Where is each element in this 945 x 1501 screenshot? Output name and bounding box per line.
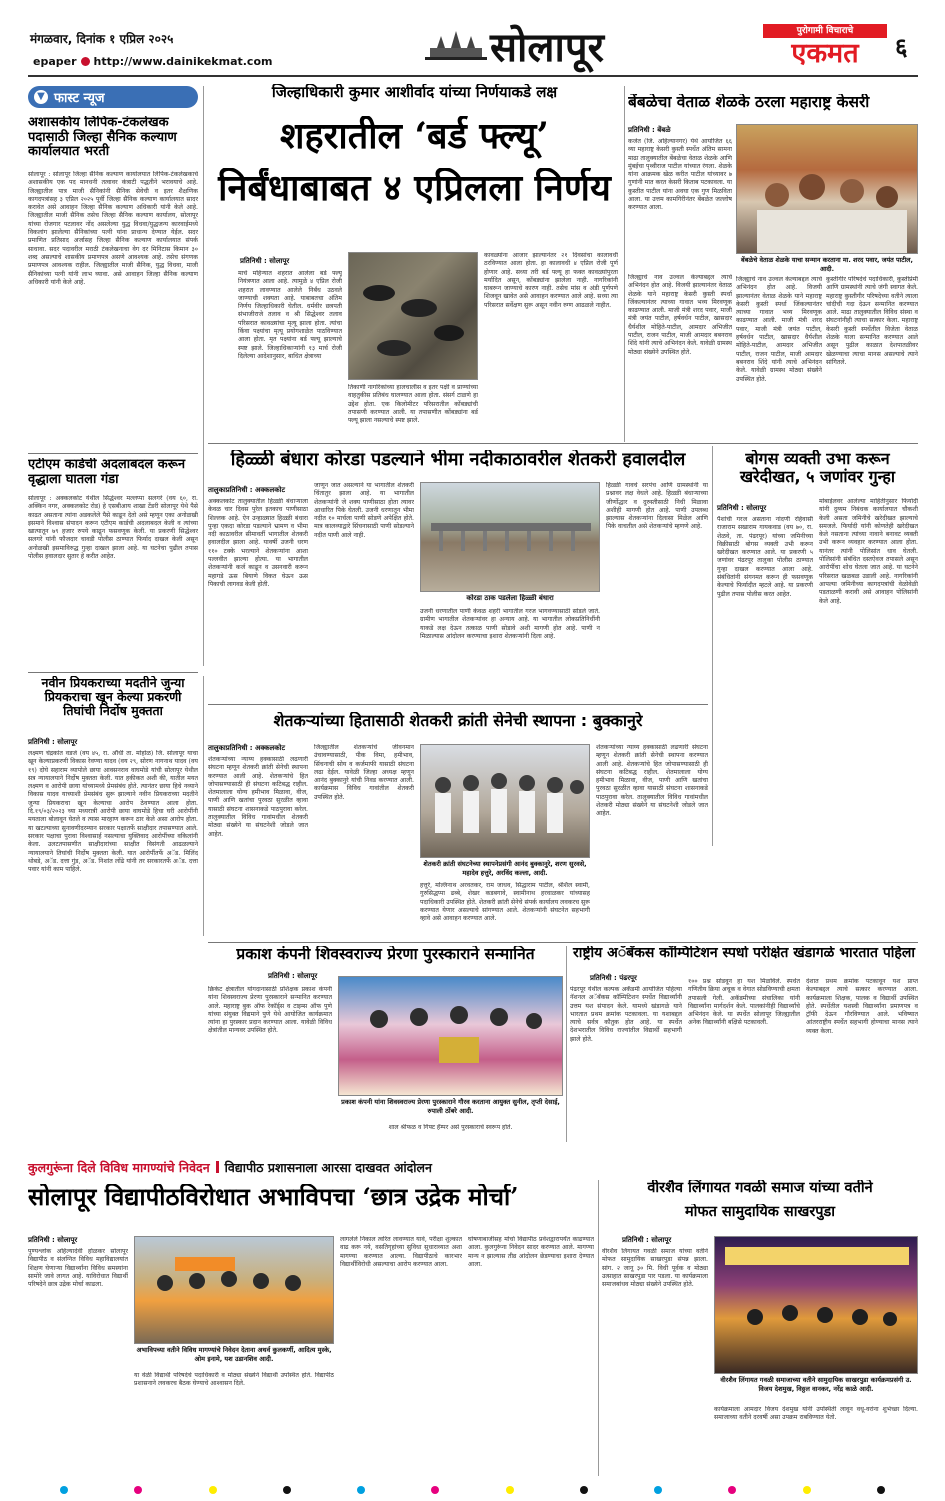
abacus-body-b: १०० प्रश्न सोडवून हा यश मिळविले. स्पर्धेत गणितीय क्रिया अचूक व वेगात सोडविण्याची क्षमता तपासली गेली. अकॅडमीच्या संचालिका यांनी विद्यार्थ्यांना मार्गदर्शन केले. पालकांनीही विद्यार्थ्यांचे अभिनंदन केले. या स्पर्धेत सोलापूर जिल्ह्यातील अनेक विद्यार्थ्यांनी बक्षिसे पटकावली. bbox=[688, 978, 800, 1027]
lead-headline-2: निर्बंधाबाबत ४ एप्रिलला निर्णय bbox=[218, 168, 611, 209]
kesari-photo-caption: बेंबळेचे वेताळ शेळके याचा सन्मान करताना मा. शरद पवार, जयंत पाटील, आदी. bbox=[741, 256, 913, 273]
kesari-body-b2: जिल्ह्याचे नाव उज्वल केल्याबद्दल त्याचे अभिनंदन होत आहे. विजयी झाल्यानंतर वेताळ शेळके याने महाराष्ट्र केसरी कुस्ती स्पर्धा जिंकल्यानंतर त्याच्या गावात भव्य मिरवणूक काढण्यात आली. माजी मंत्री शरद पवार, माजी मंत्री जयंत पाटील, हर्षवर्धन पाटील, खासदार धैर्यशील मोहिते-पाटील, आमदार अभिजीत पाटील, राजन पाटील, माजी आमदार बबनराव शिंदे यांनी त्याचे अभिनंदन केले. यावेळी ग्रामस्थ मोठ्या संख्येने उपस्थित होते. bbox=[736, 276, 822, 383]
bhima-body-c: उजनी धरणातील पाणी केवळ शहरी भागातील गरज भागवण्यासाठी सोडले जाते. ग्रामीण भागातील शेतकऱ्यांवर हा अन्याय आहे. या भागातील लोकप्रतिनिधींनी याकडे लक्ष देऊन तत्काळ पाणी सोडावे अशी मागणी होत आहे. पाणी न मिळाल्यास आंदोलन करण्याचा इशारा शेतकऱ्यांनी दिला आहे. bbox=[420, 608, 600, 640]
kesari-photo bbox=[736, 124, 918, 254]
bhima-byline: तालुकाप्रतिनिधी : अक्कलकोट bbox=[208, 486, 286, 494]
kranti-body-a: शेतकऱ्यांच्या न्याय्य हक्कासाठी लढणारी संघटना म्हणून शेतकरी क्रांती सेनेची स्थापना करण्यात आली आहे. शेतकऱ्यांचे हित जोपासण्यासाठी ही संघटना कटिबद्ध राहील. शेतमालाला योग्य हमीभाव मिळावा, वीज, पाणी आणि खतांचा पुरवठा सुरळीत व्हावा यासाठी संघटना शासनाकडे पाठपुरावा करेल. तालुक्यातील विविध गावांमधील शेतकरी मोठ्या संख्येने या संघटनेशी जोडले जात आहेत. bbox=[208, 756, 308, 838]
kesari-body-c: कुस्तीगीर परिषदेचे पदाधिकारी, कुस्तीप्रेमी आणि ग्रामस्थांनी त्याचे जंगी स्वागत केले. महाराष्ट्र कुस्तीगीर परिषदेच्या वतीने त्याला चांदीची गदा देऊन सन्मानित करण्यात आले. माढा तालुक्यातील विविध संस्था व संघटनांनीही त्याचा सत्कार केला. महाराष्ट्र केसरी कुस्ती स्पर्धेतील विजेता वेताळ शेळके याला सन्मानित करण्यात आले असून पुढील काळात देशपातळीवर खेळण्याचा त्याचा मानस असल्याचे त्याने सांगितले. bbox=[826, 276, 918, 366]
fast-news-headline-2: एटीएम कार्डची अदलाबदल करून वृद्धाला घातला गंडा bbox=[28, 458, 186, 487]
registration-dot bbox=[283, 1486, 291, 1494]
prakash-footer: शाल श्रीफळ व गिफ्ट हॅम्पर असे पुरस्काराचे स्वरूप होते. bbox=[388, 1124, 513, 1131]
lead-byline: प्रतिनिधी : सोलापूर bbox=[240, 257, 290, 265]
acquittal-byline: प्रतिनिधी : सोलापूर bbox=[28, 738, 78, 746]
abvp-kicker-1: कुलगुरूंना दिले विविध मागण्यांचे निवेदन bbox=[28, 1159, 210, 1175]
veershaiv-headline-1: वीरशैव लिंगायत गवळी समाज यांच्या वतीने bbox=[647, 1180, 873, 1196]
registration-dot bbox=[580, 1486, 588, 1494]
group-photo-image bbox=[421, 745, 590, 858]
issue-date: मंगळवार, दिनांक १ एप्रिल २०२५ bbox=[30, 32, 174, 46]
bogus-byline: प्रतिनिधी : सोलापूर bbox=[717, 504, 767, 512]
abvp-photo bbox=[134, 1236, 334, 1344]
epaper-label: epaper bbox=[33, 55, 77, 68]
bogus-headline: बोगस व्यक्ती उभा करून खरेदीखत, ५ जणांवर गुन्हा bbox=[739, 450, 896, 486]
kesari-headline: बेंबळेचा वेताळ शेळके ठरला महाराष्ट्र केसरी bbox=[628, 94, 870, 111]
bogus-body-a: पैशांची गरज असताना नांदणी रहिवासी राजाराम सखाराम गायकवाड (वय ७०, रा. शेळवे, ता. पंढरपूर) यांच्या जमिनीच्या विक्रीसाठी बोगस व्यक्ती उभी करून खरेदीखत करण्यात आले. या प्रकरणी ५ जणांवर पंढरपूर तालुका पोलीस ठाण्यात गुन्हा दाखल करण्यात आला आहे. संबंधितांनी संगनमत करून ही फसवणूक केल्याचे फिर्यादीत म्हटले आहे. या प्रकरणी पुढील तपास पोलीस करत आहेत. bbox=[717, 516, 813, 598]
veershaiv-body-a: वीरशैव लिंगायत गवळी समाज यांच्या वतीने मोफत सामुदायिक साखरपुडा संपन्न झाला. सांग. २ जानू ३० मि. विधी पूर्वक व मोठ्या उत्साहात साखरपुडा पार पडला. या कार्यक्रमाला समाजबांधव मोठ्या संख्येने उपस्थित होते. bbox=[602, 1248, 708, 1289]
abvp-kicker-2: विद्यापीठ प्रशासनाला आरसा दाखवत आंदोलन bbox=[224, 1159, 432, 1175]
abacus-story bbox=[570, 946, 918, 1142]
protest-image bbox=[135, 1237, 334, 1344]
lead-body-a: मार्च महिन्यात शहरात आलेला बर्ड फ्ल्यू नियंत्रणात आला आहे. त्यामुळे ४ एप्रिल रोजी शहरात लावण्यात आलेले निर्बंध उठवले जाण्याची शक्यता आहे. याबाबतचा अंतिम निर्णय जिल्हाधिकारी घेतील. धर्मवीर छत्रपती संभाजीराजे तलाव व श्री सिद्धेश्वर तलाव परिसरात कावळ्यांचा मृत्यू झाला होता. त्यांचा किंवा पक्ष्यांचा मृत्यू प्रयोगशाळेत पाठविण्यात आला होता. मृत पक्ष्यांना बर्ड फ्ल्यू झाल्याचे स्पष्ट झाले. जिल्हाधिकाऱ्यांनी १३ मार्च रोजी दिलेल्या आदेशानुसार, बाधित क्षेत्राच्या bbox=[238, 270, 342, 360]
registration-dot bbox=[803, 1486, 811, 1494]
acquittal-headline: नवीन प्रियकराच्या मदतीने जुन्या प्रियकराचा खून केल्या प्रकरणी तिघांची निर्दोष मुक्तता bbox=[41, 676, 185, 718]
brand-box bbox=[763, 24, 887, 70]
registration-dot bbox=[728, 1486, 736, 1494]
epaper-link[interactable]: http://www.dainikekmat.com bbox=[93, 55, 273, 68]
dry-dam-image bbox=[421, 483, 600, 592]
kranti-byline: तालुकाप्रतिनिधी : अक्कलकोट bbox=[208, 744, 286, 752]
bogus-story bbox=[717, 446, 918, 846]
veershaiv-photo bbox=[714, 1236, 918, 1374]
prakash-photo-caption: प्रकाश कंपनी यांना शिवस्वराज्य प्रेरणा पुरस्काराने गौरव करताना आयुक्त सुनील, तृप्ती देसाई, रुपाली ठोंबरे आदी. bbox=[341, 1098, 560, 1115]
abvp-headline: सोलापूर विद्यापीठविरोधात अभाविपचा ‘छात्र उद्रेक मोर्चा’ bbox=[28, 1184, 519, 1211]
prakash-byline: प्रतिनिधी : सोलापूर bbox=[268, 972, 318, 980]
bird-carcass-image bbox=[349, 253, 478, 380]
kranti-photo bbox=[420, 744, 590, 858]
abacus-body-c: देशात प्रथम क्रमांक पटकावून यश प्राप्त केल्याबद्दल त्याचे सत्कार करण्यात आला. कार्यक्रमाला शिक्षक, पालक व विद्यार्थी उपस्थित होते. स्पर्धेतील यशस्वी विद्यार्थ्यांना प्रमाणपत्र व ट्रॉफी देऊन गौरविण्यात आले. भविष्यात आंतरराष्ट्रीय स्पर्धेत सहभागी होण्याचा मानस त्याने व्यक्त केला. bbox=[806, 978, 918, 1035]
prakash-body-a: क्रिकेट क्षेत्रातील योगदानासाठी प्रशिक्षक प्रकाश कंपनी यांना शिवस्वराज्य प्रेरणा पुरस्काराने सन्मानित करण्यात आले. महाराष्ट्र बुक ऑफ रेकॉर्ड्स व टाइम्स ऑफ पुणे यांच्या संयुक्त विद्यमाने पुणे येथे आयोजित कार्यक्रमात त्यांना हा पुरस्कार प्रदान करण्यात आला. यावेळी विविध क्षेत्रांतील मान्यवर उपस्थित होते. bbox=[208, 986, 332, 1035]
bhima-headline: हिळ्ळी बंधारा कोरडा पडल्याने भीमा नदीकाठावरील शेतकरी हवालदील bbox=[230, 450, 686, 470]
divider-icon bbox=[216, 1161, 219, 1173]
veershaiv-body-b: कार्यक्रमाला आमदार विजय देशमुख यांनी उपस्थिती लावून वधू-वरांना शुभेच्छा दिल्या. समाजाच्या वतीने दरवर्षी असा उपक्रम राबविण्यात येतो. bbox=[714, 1406, 918, 1422]
acquittal-body: लक्ष्मण चंद्रकांत वडजे (वय ४५, रा. औंधी ता. मोहोळ) जि. सोलापूर याचा खून केल्याप्रकरणी विकास रेवण्या यादव (वय २९, सोरण नागनाथ यादव (वय १९) दोघे सहाराम व्यापोले छाया आवसनराव वाघमोडे यांची सोलापूर येथील सत्र न्यायालयाने निर्दोष मुक्तता केली. यात हकीकत अशी की, यातील मयत लक्ष्मण व आरोपी छाया यांच्यामध्ये प्रेमसंबंध होते. त्यानंतर छाया हिचे नव्याने विकास यादव याच्याशी प्रेमसंबंध सुरू झाल्याने नवीन प्रियकराच्या मदतीने जुन्या प्रियकराचा खून केल्याचा आरोप ठेवण्यात आला होता. दि.१९/०३/२०२३ च्या मध्यरात्री आरोपी छाया वाघमोडे हिचा घरी आरोपींनी मयताला बोलावून घेतले व त्यास मारहाण करून ठार केले असा आरोप होता. या खटल्याच्या सुनावणीदरम्यान सरकार पक्षातर्फे साक्षीदार तपासण्यात आले. सरकार पक्षाचा पुरावा विश्वासार्ह नसल्याचा युक्तिवाद आरोपींच्या वकिलांनी केला. उलटतपासणीत साक्षीदारांच्या साक्षीत विसंगती आढळल्याने न्यायालयाने तिघांची निर्दोष मुक्तता केली. यात आरोपींतर्फे अॅड. मिलिंद थोबडे, अॅड. दत्ता गुंड, अॅड. निशांत लोंढे यांनी तर सरकारतर्फे अॅड. दत्ता पवार यांनी काम पाहिले. bbox=[28, 750, 198, 874]
veershaiv-headline-2: मोफत सामुदायिक साखरपुडा bbox=[684, 1204, 836, 1220]
bhima-photo bbox=[420, 482, 600, 592]
registration-dot bbox=[654, 1486, 662, 1494]
lead-headline-1: शहरातील ‘बर्ड फ्ल्यू’ bbox=[280, 116, 549, 157]
abacus-body-a: पंढरपूर येथील कल्पक अकॅडमी आयोजित पहिल्या नॅशनल अॅबॅकस कॉम्पिटिशन स्पर्धेत विद्यार्थ्यांनी उत्तम यश संपादन केले. यामध्ये खंडागळे याने भारतात प्रथम क्रमांक पटकावला. या यशाबद्दल त्याचे सर्वत्र कौतुक होत आहे. या स्पर्धेत देशभरातील विविध राज्यांतील विद्यार्थी सहभागी झाले होते. bbox=[570, 986, 682, 1043]
city-emblem bbox=[425, 28, 487, 60]
abacus-headline: राष्ट्रीय अॅबॅकस कॉम्पिटिशन स्पर्धा परीक्षेत खंडागळे भारतात पहिला bbox=[573, 946, 915, 961]
kranti-headline: शेतकऱ्यांच्या हितासाठी शेतकरी क्रांती सेनेची स्थापना : बुक्कानुरे bbox=[273, 712, 643, 730]
kesari-byline: प्रतिनिधी : बेंबळे bbox=[628, 126, 671, 134]
award-ceremony-image bbox=[339, 977, 563, 1096]
registration-dot bbox=[357, 1486, 365, 1494]
globe-icon bbox=[81, 57, 90, 66]
lead-body-b: कावळ्यांना आजार झाल्यानंतर २१ दिवसांचा कालावधी ठरविण्यात आला होता. हा कालावधी ४ एप्रिल रोजी पूर्ण होणार आहे. सध्या तरी बर्ड फ्ल्यू हा फक्त कावळ्यांपुरता मर्यादित असून, कोंबड्यांना झालेला नाही. नागरिकांनी घाबरून जाण्याचे कारण नाही. तसेच मांस व अंडी पूर्णपणे शिजवून खावेत असे आवाहन करण्यात आले आहे. सध्या त्या परिसरात सर्वेक्षण सुरू असून नवीन रुग्ण आढळले नाहीत. bbox=[484, 252, 618, 309]
prakash-story bbox=[208, 946, 563, 1142]
masthead bbox=[0, 0, 945, 78]
fast-news-headline-1: अशासकीय लिपिक-टंकलेखक पदासाठी जिल्हा सैनिक कल्याण कार्यालयात भरती bbox=[28, 116, 177, 160]
brand-logo: एकमत bbox=[791, 38, 859, 69]
registration-dot bbox=[60, 1486, 68, 1494]
fast-news-column bbox=[28, 86, 198, 670]
kesari-story bbox=[628, 94, 918, 440]
abacus-byline: प्रतिनिधी : पंढरपूर bbox=[590, 974, 637, 982]
brand-tagline: पुरोगामी विचाराचे bbox=[763, 24, 887, 38]
page-number: ६ bbox=[895, 33, 908, 61]
abvp-body-a: पुण्यश्लोक अहिल्यादेवी होळकर सोलापूर विद्यापीठ व संलग्नित विविध महाविद्यालयांत शिक्षण घेणाऱ्या विद्यार्थ्यांना विविध समस्यांना सामोरे जावे लागत आहे. याविरोधात विद्यार्थी परिषदेने छात्र उद्रेक मोर्चा काढला. bbox=[28, 1248, 128, 1289]
fast-news-label: फास्ट न्यूज bbox=[54, 91, 105, 106]
bhima-body-b: जाणून जात असल्याने या भागातील शेतकरी चिंतातुर झाला आहे. या भागातील शेतकऱ्यांनी जे शक्य पाणीसाठा होता त्यावर आधारित पिके घेतली. उजनी धरणातून भीमा नदीत १० मार्चला पाणी सोडणे अपेक्षित होते. मात्र कालव्याद्वारे सिंचनासाठी पाणी सोडल्याने नदीत पाणी आले नाही. bbox=[314, 482, 414, 539]
bhima-body-a: अक्कलकोट तालुक्यातील हिळ्ळी बंधाऱ्याला केवळ चार दिवस पुरेल इतकाच पाणीसाठा शिल्लक आहे. ऐन उन्हाळ्यात हिळ्ळी बंधारा पुन्हा एकदा कोरडा पडल्याने भ्रामण व भीमा नदी काठावरील सीमावर्ती भागातील शेतकरी हवालदील झाला आहे. यावर्षी उजनी धरण ११० टक्के भरल्याने शेतकऱ्यांना आशा पल्लवीत झाल्या होत्या. या भागातील शेतकऱ्यांनी कर्ज काढून व उसनवारी करून महागडे ऊस बियाणे विकत घेऊन ऊस पिकाची लागवड केली होती. bbox=[208, 498, 308, 588]
bhima-story bbox=[208, 446, 708, 702]
registration-dot bbox=[134, 1486, 142, 1494]
veershaiv-byline: प्रतिनिधी : सोलापूर bbox=[622, 1236, 672, 1244]
abvp-body-d: या वेळी विद्यार्थी परिषदेचे पदाधिकारी व मोठ्या संख्येने विद्यार्थी उपस्थित होते. विद्यापीठ प्रशासनाने लवकरच बैठक घेण्याचे आश्वासन दिले. bbox=[134, 1372, 334, 1388]
kranti-story bbox=[208, 708, 708, 940]
lead-photo-caption: तिकाणी नागरिकांच्या हालचालीस व इतर पक्षी व प्राण्यांच्या वाहतुकीस प्रतिबंध घालण्यात आला होता. संसर्ग टाळणे हा उद्देश होता. एक किलोमीटर परिसरातील कोंबड्यांची तपासणी करण्यात आली. या तपासणीत कोंबड्यांना बर्ड फ्ल्यू झाला नसल्याचे स्पष्ट झाले. bbox=[348, 384, 478, 425]
abvp-byline: प्रतिनिधी : सोलापूर bbox=[28, 1236, 78, 1244]
veershaiv-photo-caption: वीरशैव लिंगायत गवळी समाजाच्या वतीने सामुदायिक साखरपुडा कार्यक्रमप्रसंगी उ. विजय देशमुख, विठ्ठल वानकर, नरेंद्र काळे आदी. bbox=[720, 1376, 912, 1393]
epaper-row bbox=[33, 55, 272, 68]
bhima-photo-caption: कोरडा ठाक पडलेला हिळ्ळी बंधारा bbox=[466, 594, 554, 602]
fast-news-body-1: सोलापूर : सोलापूर जिल्हा सैनिक कल्याण कार्यालयात लिपिक-टंकलेखकाचे अशासकीय एक पद मानधनी तत्वावर कंत्राटी पद्धतीने भरावयाचे आहे. जिल्ह्यातील पात्र माजी सैनिकांनी सैनिक सेवेची व इतर शैक्षणिक कागदपत्रांसह ३ एप्रिल २०२५ पूर्वी जिल्हा सैनिक कल्याण कार्यालयात सादर करावेत असे आवाहन जिल्हा सैनिक कल्याण अधिकारी यांनी केले आहे. जिल्ह्यातील माजी सैनिक तसेच जिल्हा सैनिक कल्याण कार्यालय, सोलापूर यांच्या रोजगार पटलावर नोंद असलेल्या युद्ध विधवा/युद्धजन्य कारवाईमध्ये विकलांग झालेल्या सैनिकांच्या पत्नी यांना प्राधान्य देण्यात येईल. सदर प्रमाणित प्रतिसाद अर्जासह जिल्हा सैनिक कल्याण कार्यालयात संपर्क साधावा. सदर पदावरील मराठी टंकलेखनाचा वेग दर मिनिटास किमान ३० शब्द असल्याचे शासकीय प्रमाणपत्र असणे आवश्यक आहे. तसेच संगणक प्रमाणपत्र आवश्यक राहील. जिल्ह्यातील माजी सैनिक, युद्ध विधवा, माजी सैनिकांच्या पत्नी यांनी लाभ घ्यावा. असे आवाहन जिल्हा सैनिक कल्याण अधिकारी यांनी केले आहे. bbox=[28, 171, 198, 286]
chevron-down-icon: ▼ bbox=[34, 90, 48, 104]
acquittal-story bbox=[28, 676, 198, 940]
city-title: सोलापूर bbox=[490, 24, 604, 71]
abvp-kicker-bar bbox=[28, 1158, 918, 1176]
registration-dot bbox=[877, 1486, 885, 1494]
stage-ceremony-image bbox=[715, 1237, 918, 1374]
kesari-body-a: कर्जत (जि. अहिल्यानगर) येथे आयोजित ६६ व्या महाराष्ट्र केसरी कुस्ती स्पर्धेत अंतिम सामना माढा तालुक्यातील बेंबळेचा वेताळ शेळके आणि मुंबईचा पृथ्वीराज पाटील यांच्यात रंगला. शेळके यांना आक्रमक खेळ करीत पाटील यांच्यावर ७ गुणांनी मात करत केसरी किताब पटकावला. या कुस्तीत पाटील यांना अवघा एक गुण मिळविता आला. या उत्तम कामगिरीनंतर बेंबळेत जल्लोष करण्यात आला. bbox=[628, 138, 732, 212]
abvp-body-b: लागलेले निकाल त्वरित लावण्यात यावे, परीक्षा शुल्कात वाढ करू नये, वसतिगृहांच्या सुविधा सुधाराव्यात अशा मागण्या करण्यात आल्या. विद्यापीठाचे कारभार विद्यार्थीविरोधी असल्याचा आरोप करण्यात आला. bbox=[340, 1236, 462, 1268]
abvp-story bbox=[28, 1180, 594, 1476]
crowd-image bbox=[737, 125, 918, 254]
kranti-body-b: जिल्ह्यातील शेतकऱ्यांचे जीवनमान उंचावण्यासाठी, पीक विमा, हमीभाव, सिंचनाची सोय व कर्जमाफी यासाठी संघटना लढा देईल. यावेळी जिल्हा अध्यक्ष म्हणून आनंद बुक्कानुरे यांची निवड करण्यात आली. कार्यक्रमास विविध गावांतील शेतकरी उपस्थित होते. bbox=[314, 744, 414, 801]
lead-story bbox=[208, 84, 621, 440]
bhima-body-d: हिळ्ळी गावचे सरपंच आणि ग्रामस्थांनी या प्रश्नावर लक्ष वेधले आहे. हिळ्ळी बंधाऱ्याच्या जीर्णोद्धार व दुरुस्तीसाठी निधी मिळावा अशीही मागणी होत आहे. पाणी उपलब्ध झाल्यास शेतकऱ्यांना दिलासा मिळेल आणि पिके वाचतील असे शेतकऱ्यांचे म्हणणे आहे. bbox=[606, 482, 708, 531]
abvp-body-c: घोषणाबाजीसह मोर्चा विद्यापीठ प्रवेशद्वारापर्यंत काढण्यात आला. कुलगुरूंना निवेदन सादर करण्यात आले. मागण्या मान्य न झाल्यास तीव्र आंदोलन छेडण्याचा इशारा देण्यात आला. bbox=[468, 1236, 594, 1268]
kranti-body-c: हत्तुरे, मल्लिनाथ अरवतकर, राम जाधव, सिद्धाराम पाटील, श्रीशैल स्वामी, गुरुसिद्धप्पा ढब्बे, शेखर कडबगावे, स्वामीनाथ हरवाळकर यांच्यासह पदाधिकारी उपस्थित होते. शेतकरी क्रांती सेनेचे संपर्क कार्यालय लवकरच सुरू करण्यात येणार असल्याचे सांगण्यात आले. शेतकऱ्यांनी संघटनेत सहभागी व्हावे असे आवाहन करण्यात आले. bbox=[420, 882, 590, 923]
abvp-photo-caption: अभाविपच्या वतीने विविध मागण्यांचे निवेदन देताना अथर्व कुलकर्णी, आदित्य मुस्के, ओम इनामे, यश उडानशिव आदी. bbox=[136, 1346, 332, 1363]
registration-dot bbox=[431, 1486, 439, 1494]
fast-news-body-2: सोलापूर : अक्कलकोट येथील सिद्धेश्वर मल्लप्पा सलगरे (वय ६०, रा. अक्किन नगर, अक्कलकोट रोड) हे एसबीआय शाखा टेंडरी सोलापूर येथे पैसे काढत असताना त्यांना अडकलेले पैसे काढून देतो असे म्हणून एका अनोळखी इसमाने विश्वास संपादन करून एटीएम कार्डची अदलाबदल केली व त्यांच्या खात्यातून ७९ हजार रुपये काढून फसवणूक केली. या प्रकरणी सिद्धेश्वर सलगरे यांनी फौजदार चावडी पोलीस ठाण्यात फिर्याद दाखल केली असून अनोळखी इसमाविरुद्ध गुन्हा दाखल झाला आहे. या घटनेचा पुढील तपास पोलीस हवालदार सुतार हे करीत आहेत. bbox=[28, 495, 198, 561]
lead-photo-birds bbox=[348, 252, 478, 380]
lead-kicker: जिल्हाधिकारी कुमार आशीर्वाद यांच्या निर्णयाकडे लक्ष bbox=[271, 84, 558, 101]
kranti-photo-caption: शेतकरी क्रांती संघटनेच्या स्थापनेप्रसंगी आनंद बुक्कानुरे, शरण सुरवसे, महादेव हत्तुरे, अरविंद कल्ला, आदी. bbox=[423, 860, 587, 877]
registration-dot bbox=[506, 1486, 514, 1494]
print-registration-strip bbox=[60, 1485, 885, 1495]
kranti-body-c2: शेतकऱ्यांच्या न्याय्य हक्कासाठी लढणारी संघटना म्हणून शेतकरी क्रांती सेनेची स्थापना करण्यात आली आहे. शेतकऱ्यांचे हित जोपासण्यासाठी ही संघटना कटिबद्ध राहील. शेतमालाला योग्य हमीभाव मिळावा, वीज, पाणी आणि खतांचा पुरवठा सुरळीत व्हावा यासाठी संघटना शासनाकडे पाठपुरावा करेल. तालुक्यातील विविध गावांमधील शेतकरी मोठ्या संख्येने या संघटनेशी जोडले जात आहेत. bbox=[596, 744, 708, 818]
bogus-body-b: मोबाईलवर आलेल्या माहितीनुसार फिर्यादी यांनी दुय्यम निबंधक कार्यालयात चौकशी केली असता जमिनीचे खरेदीखत झाल्याचे समजले. फिर्यादी यांनी कोणतेही खरेदीखत केले नसताना त्यांच्या नावाने बनावट व्यक्ती उभी करून व्यवहार करण्यात आला होता. यानंतर त्यांनी पोलिसांत धाव घेतली. पोलिसांनी संबंधित दस्तऐवज तपासले असून आरोपींचा शोध घेतला जात आहे. या घटनेने परिसरात खळबळ उडाली आहे. नागरिकांनी आपल्या जमिनीच्या कागदपत्रांची वेळोवेळी पडताळणी करावी असे आवाहन पोलिसांनी केले आहे. bbox=[819, 498, 918, 605]
temple-icon bbox=[425, 28, 487, 60]
prakash-photo bbox=[338, 976, 563, 1096]
kesari-body-b: जिल्ह्याचे नाव उज्वल केल्याबद्दल त्याचे अभिनंदन होत आहे. विजयी झाल्यानंतर वेताळ शेळके याने महाराष्ट्र केसरी कुस्ती स्पर्धा जिंकल्यानंतर त्याच्या गावात भव्य मिरवणूक काढण्यात आली. माजी मंत्री शरद पवार, माजी मंत्री जयंत पाटील, हर्षवर्धन पाटील, खासदार धैर्यशील मोहिते-पाटील, आमदार अभिजीत पाटील, राजन पाटील, माजी आमदार बबनराव शिंदे यांनी त्याचे अभिनंदन केले. यावेळी ग्रामस्थ मोठ्या संख्येने उपस्थित होते. bbox=[628, 274, 732, 356]
fast-news-banner bbox=[28, 86, 198, 108]
veershaiv-story bbox=[602, 1180, 918, 1476]
registration-dot bbox=[209, 1486, 217, 1494]
prakash-headline: प्रकाश कंपनी शिवस्वराज्य प्रेरणा पुरस्काराने सन्मानित bbox=[236, 946, 535, 963]
